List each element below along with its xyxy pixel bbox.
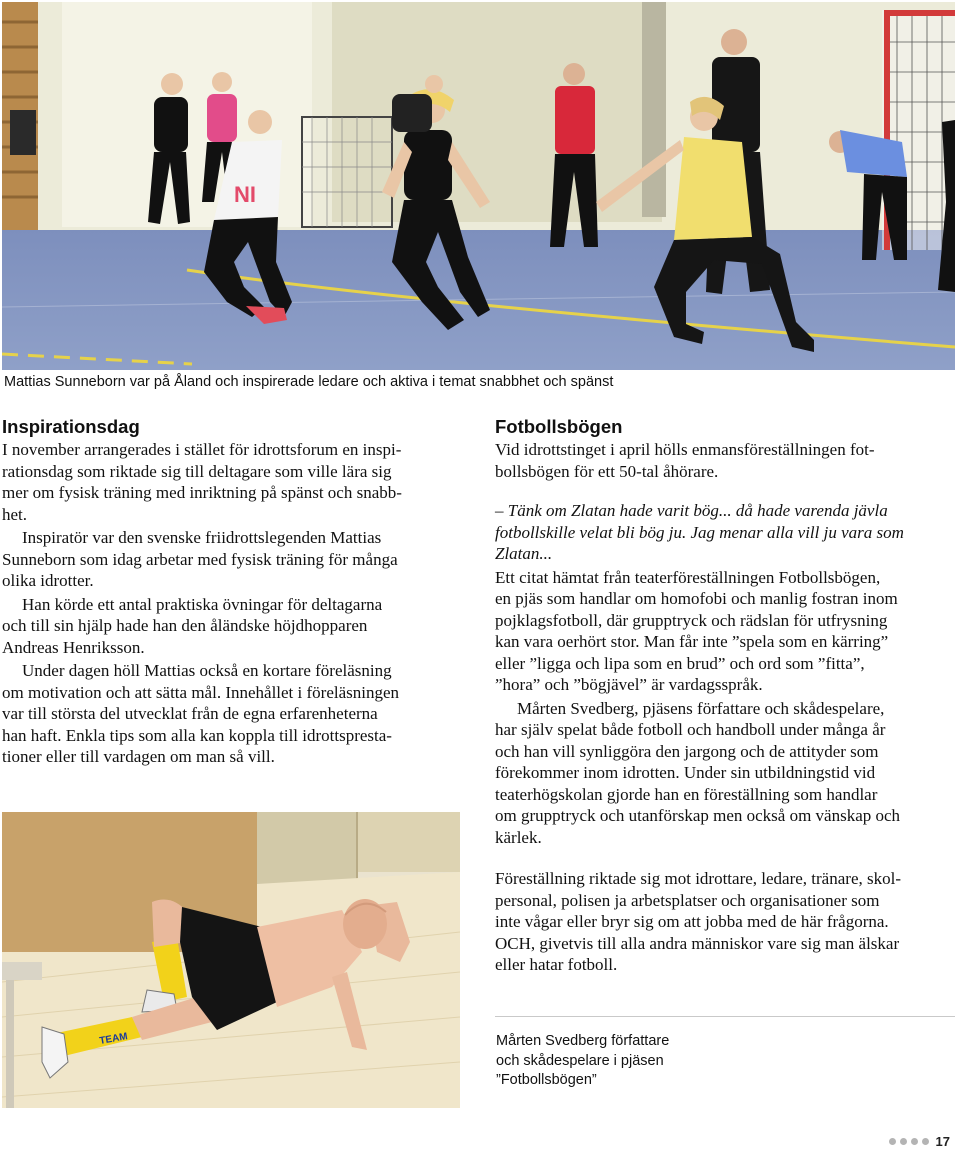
text-line: inte vågar eller bryr sig om att jobba med de här frågorna.: [495, 912, 889, 931]
page-footer: [889, 1134, 950, 1149]
text-line: och till sin hjälp hade han den åländske höjdhopparen: [2, 616, 368, 635]
article-heading: Inspirationsdag: [2, 416, 140, 437]
article-paragraph: [2, 439, 454, 525]
article-quote: [495, 500, 955, 565]
bottom-photo-caption: [496, 1032, 669, 1091]
text-line: Ett citat hämtat från teaterföreställningen Fotbollsbögen,: [495, 567, 881, 587]
text-line: teaterhögskolan gjorde han en föreställning som handlar: [495, 784, 878, 804]
top-photo-caption: Mattias Sunneborn var på Åland och inspirerade ledare och aktiva i temat snabbhet och spänst: [4, 374, 614, 390]
article-paragraph: [2, 527, 454, 592]
text-line: I november arrangerades i stället för idrottsforum en inspi-: [2, 440, 402, 459]
text-line: Han körde ett antal praktiska övningar för deltagarna: [22, 594, 383, 614]
text-line: fotbollskille velat bli bög ju. Jag menar alla vill ju vara som: [495, 522, 904, 542]
text-line: en pjäs som handlar om homofobi och manlig fostran inom: [495, 589, 898, 608]
article-paragraph: [2, 660, 454, 768]
text-line: ”hora” och ”bögjävel” är vardagsspråk.: [495, 675, 763, 694]
text-line: eller ”ligga och lipa som en brud” och ord som ”fitta”,: [495, 653, 865, 673]
caption-line: och skådespelare i pjäsen: [496, 1052, 664, 1069]
caption-line: ”Fotbollsbögen”: [496, 1072, 597, 1088]
text-line: förekommer inom idrotten. Under sin utbildningstid vid: [495, 763, 876, 782]
article-fotbollsbogen: [495, 415, 955, 978]
article-paragraph: [495, 567, 955, 696]
article-heading: Fotbollsbögen: [495, 416, 623, 437]
page-number: 17: [935, 1134, 950, 1149]
text-line: Vid idrottstinget i april hölls enmansföreställningen fot-: [495, 440, 875, 459]
article-inspirationsdag: [2, 415, 454, 770]
svg-text:NI: NI: [234, 182, 256, 207]
caption-divider: [495, 1016, 955, 1017]
text-line: om grupptryck och utanförskap men också om vänskap och: [495, 806, 901, 825]
text-line: Zlatan...: [495, 544, 553, 563]
top-photo: [2, 2, 955, 370]
article-paragraph: [495, 698, 955, 849]
text-line: tioner eller till vardagen om man så vill.: [2, 747, 275, 766]
article-intro: [495, 439, 955, 482]
text-line: Andreas Henriksson.: [2, 637, 145, 657]
text-line: pojklagsfotboll, där grupptryck och rädslan för utfrysning: [495, 610, 888, 630]
text-line: var till största del utvecklat från de egna erfarenheterna: [2, 704, 378, 723]
text-line: – Tänk om Zlatan hade varit bög... då hade varenda jävla: [495, 501, 888, 520]
text-line: Föreställning riktade sig mot idrottare, ledare, tränare, skol-: [495, 869, 901, 888]
bottom-photo: [2, 812, 460, 1108]
article-paragraph: [495, 868, 955, 976]
dot-icon: [922, 1138, 929, 1145]
text-line: rationsdag som riktade sig till deltagare som ville lära sig: [2, 461, 392, 481]
text-line: olika idrotter.: [2, 571, 94, 590]
text-line: har själv spelat både fotboll och handboll under många år: [495, 720, 886, 739]
text-line: Inspiratör var den svenske friidrottslegenden Mattias: [22, 528, 382, 547]
caption-line: Mårten Svedberg författare: [496, 1033, 670, 1049]
text-line: och han vill synliggöra den jargong och de attityder som: [495, 741, 879, 761]
dot-icon: [900, 1138, 907, 1145]
text-line: het.: [2, 504, 28, 524]
text-line: mer om fysisk träning med inriktning på spänst och snabb-: [2, 483, 402, 502]
dot-icon: [911, 1138, 918, 1145]
text-line: eller hatar fotboll.: [495, 955, 618, 974]
text-line: Sunneborn som idag arbetar med fysisk träning för många: [2, 549, 398, 569]
text-line: Under dagen höll Mattias också en kortare föreläsning: [22, 661, 392, 680]
text-line: Mårten Svedberg, pjäsens författare och skådespelare,: [517, 698, 885, 718]
text-line: OCH, givetvis till alla andra människor vare sig man älskar: [495, 933, 900, 953]
svg-text:TEAM: TEAM: [98, 1031, 129, 1047]
text-line: om motivation och att sätta mål. Innehållet i föreläsningen: [2, 682, 400, 702]
text-line: personal, polisen ja arbetsplatser och organisationer som: [495, 890, 880, 910]
dot-icon: [889, 1138, 896, 1145]
text-line: han haft. Enkla tips som alla kan koppla till idrottspresta-: [2, 725, 392, 745]
text-line: kan vara oerhört stor. Man får inte ”spela som en kärring”: [495, 632, 889, 651]
article-paragraph: [2, 594, 454, 659]
text-line: kärlek.: [495, 827, 542, 847]
text-line: bollsbögen för ett 50-tal åhörare.: [495, 461, 719, 481]
